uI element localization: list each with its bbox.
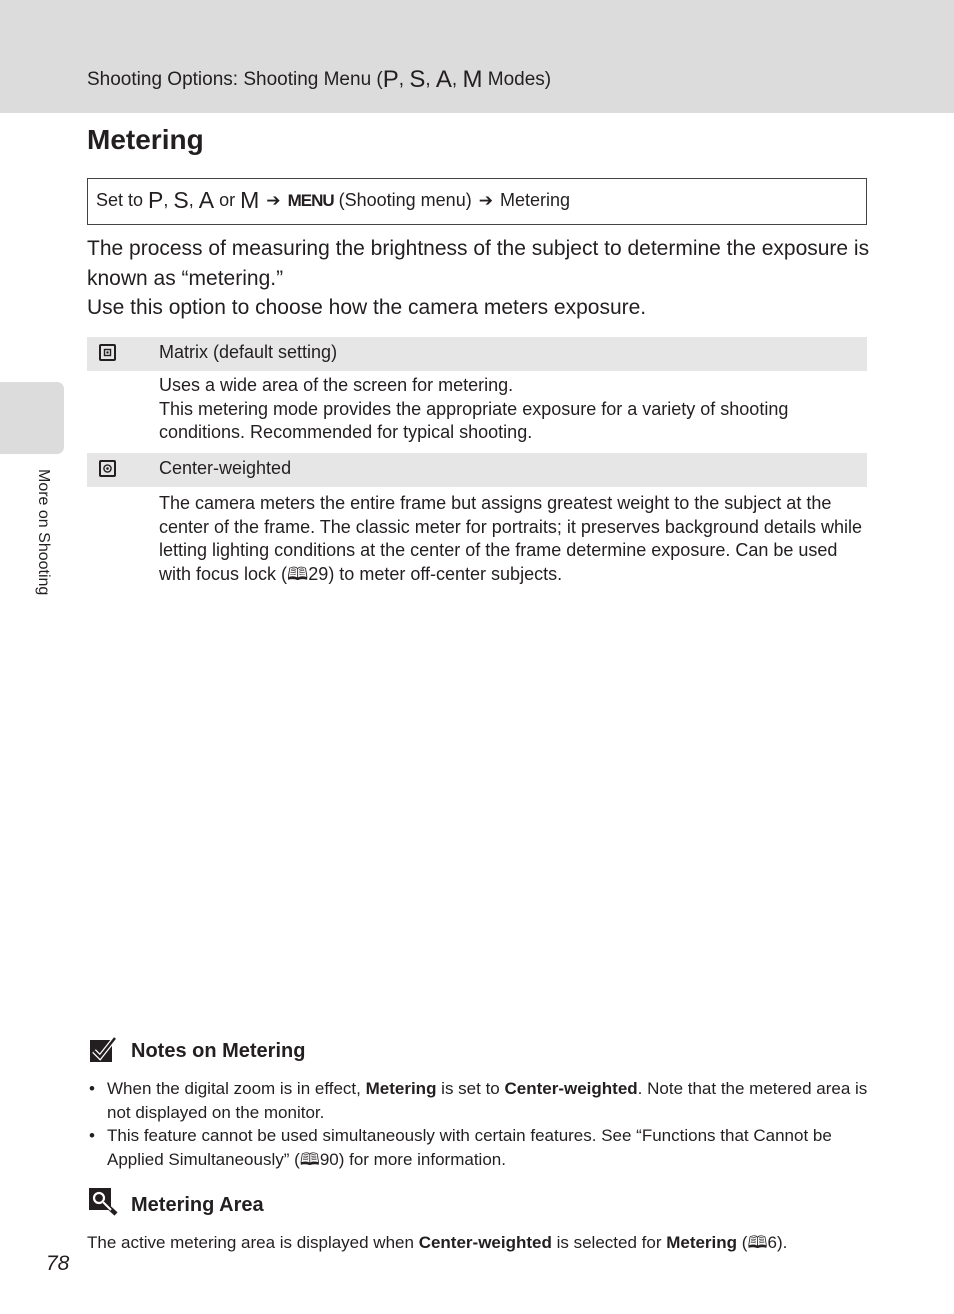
- mode-m-glyph: M: [462, 66, 483, 93]
- mode-s-glyph: S: [409, 66, 426, 93]
- page-number: 78: [46, 1252, 70, 1275]
- mode-p-glyph: P: [382, 66, 399, 93]
- menu-path-box: Set to P, S, A or M ➔ MENU (Shooting menu) ➔ Metering: [87, 178, 867, 225]
- intro-paragraph: The process of measuring the brightness of the subject to determine the exposure is known as “metering.”: [87, 237, 870, 290]
- book-reference-icon: 🕮: [299, 1149, 320, 1169]
- option-description-center-weighted: The camera meters the entire frame but assigns greatest weight to the subject at the center of the frame. The classic meter for portraits; it preserves background details while letting lighting conditions at the center of the frame determine exposure. Can be used with focus lock (🕮29) to meter off-center subjects.: [159, 493, 862, 585]
- mode-a-glyph: A: [198, 187, 215, 213]
- section-tab: [0, 382, 64, 454]
- check-note-icon: [89, 1036, 117, 1064]
- list-item: • This feature cannot be used simultaneously with certain features. See “Functions that Cannot be Applied Simultaneously” (🕮90) for more information.: [87, 1124, 877, 1171]
- page-title: Metering: [87, 124, 204, 155]
- option-description-matrix: Uses a wide area of the screen for metering. This metering mode provides the appropriate exposure for a variety of shooting conditions. Recommended for typical shooting.: [159, 375, 789, 443]
- arrow-right-icon: ➔: [478, 191, 493, 210]
- book-reference-icon: 🕮: [747, 1233, 768, 1252]
- menu-button-icon: MENU: [287, 191, 334, 210]
- list-item: • When the digital zoom is in effect, Metering is set to Center-weighted. Note that the metered area is not displayed on the monitor.: [87, 1077, 877, 1124]
- option-label: Matrix (default setting): [159, 342, 338, 362]
- header-band: [0, 0, 954, 113]
- arrow-right-icon: ➔: [266, 191, 281, 210]
- metering-area-text: The active metering area is displayed when Center-weighted is selected for Metering (🕮6).: [87, 1233, 788, 1252]
- section-label: More on Shooting: [35, 469, 52, 596]
- book-reference-icon: 🕮: [287, 564, 309, 585]
- option-row-matrix: [87, 337, 867, 371]
- mode-a-glyph: A: [435, 66, 452, 93]
- magnifier-note-icon: [89, 1188, 119, 1216]
- running-header: Shooting Options: Shooting Menu (P, S, A, M Modes): [87, 66, 552, 93]
- mode-s-glyph: S: [173, 187, 189, 213]
- intro-paragraph: Use this option to choose how the camera meters exposure.: [87, 296, 647, 319]
- center-weighted-metering-icon: [99, 460, 116, 477]
- intro-text: [87, 234, 877, 323]
- mode-p-glyph: P: [148, 187, 164, 213]
- option-label: Center-weighted: [159, 458, 292, 478]
- option-row-center-weighted: [87, 453, 867, 487]
- mode-m-glyph: M: [240, 187, 260, 213]
- notes-list: [87, 1077, 877, 1171]
- matrix-metering-icon: [99, 344, 116, 361]
